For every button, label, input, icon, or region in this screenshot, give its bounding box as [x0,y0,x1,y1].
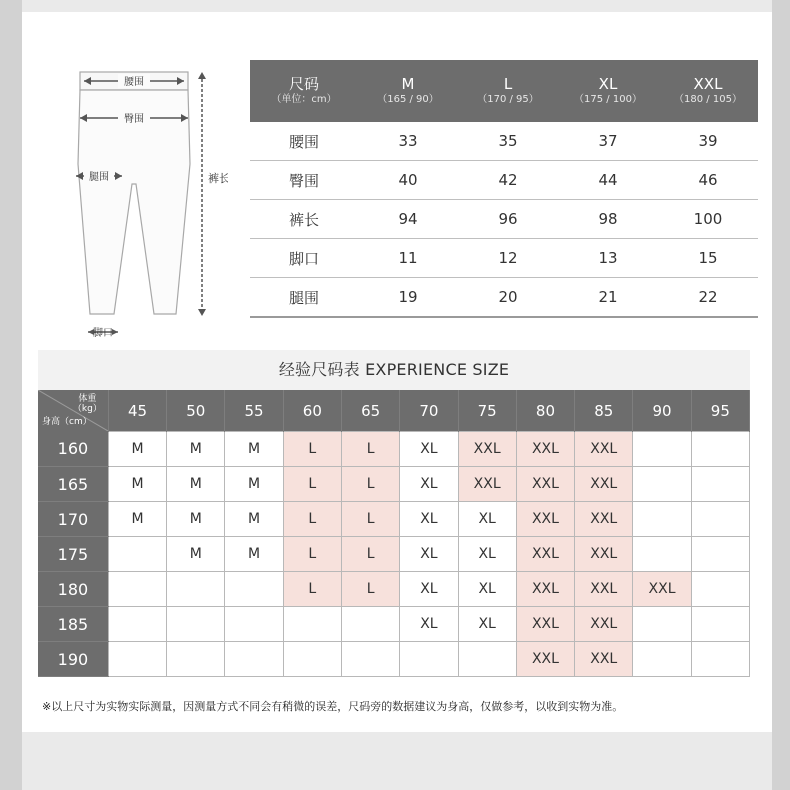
size-recommendation-cell [167,572,225,607]
size-name: L [503,75,513,93]
experience-row [38,502,750,537]
size-recommendation-cell: XL [400,607,458,642]
size-recommendation-cell: XXL [458,467,516,502]
size-recommendation-cell [341,642,399,677]
size-recommendation-cell: M [167,537,225,572]
size-recommendation-cell [283,642,341,677]
size-row-label: 腿围 [250,278,358,318]
size-header-label: 尺码 [288,75,319,93]
size-row-label: 腰围 [250,122,358,161]
size-recommendation-cell: XXL [575,467,633,502]
size-name: XL [598,75,618,93]
size-table-row [250,161,758,200]
size-recommendation-cell: L [341,537,399,572]
weight-header: 85 [575,390,633,432]
size-value-cell: 46 [658,161,758,200]
corner-height-unit: （cm） [60,416,92,427]
size-recommendation-cell: XL [400,467,458,502]
size-recommendation-cell: M [108,502,166,537]
height-row-header: 185 [38,607,108,642]
size-recommendation-cell: L [341,467,399,502]
size-recommendation-cell [691,432,749,467]
measurement-note: ※以上尺寸为实物实际测量，因测量方式不同会有稍微的误差，尺码旁的数据建议为身高，仅做参考，以收到实物为准。 [42,700,624,713]
experience-row [38,432,750,467]
size-value-cell: 13 [558,239,658,278]
experience-table [38,390,750,677]
waist-label: 腰围 [124,77,144,88]
size-header-m [358,60,458,122]
size-recommendation-cell: M [225,502,283,537]
size-recommendation-cell: L [341,432,399,467]
size-recommendation-cell [633,432,691,467]
weight-header: 95 [691,390,749,432]
corner-weight-label: 体重 [78,394,97,404]
size-recommendation-cell: XXL [516,572,574,607]
size-table-row [250,278,758,318]
size-recommendation-cell [167,607,225,642]
size-recommendation-cell [691,467,749,502]
pants-outline-icon [58,64,228,354]
size-recommendation-cell [633,537,691,572]
size-header-label-cell [250,60,358,122]
weight-header: 55 [225,390,283,432]
size-recommendation-cell: XXL [575,642,633,677]
size-recommendation-cell [400,642,458,677]
corner-weight [73,394,102,414]
size-recommendation-cell: XL [400,432,458,467]
size-spec: （175 / 100） [574,94,642,105]
size-spec: （170 / 95） [477,94,539,105]
size-recommendation-cell: XXL [516,537,574,572]
size-recommendation-cell: XXL [575,607,633,642]
size-recommendation-cell [108,607,166,642]
size-header-unit: （单位：cm） [271,94,337,105]
experience-row [38,607,750,642]
corner-height [42,417,92,427]
pants-diagram [58,64,228,358]
size-row-label: 裤长 [250,200,358,239]
size-recommendation-cell [108,642,166,677]
size-recommendation-cell: M [108,432,166,467]
size-spec: （180 / 105） [674,94,742,105]
size-recommendation-cell: XXL [516,432,574,467]
height-row-header: 160 [38,432,108,467]
weight-header: 60 [283,390,341,432]
corner-weight-unit: （kg） [72,404,102,414]
size-recommendation-cell: M [167,432,225,467]
weight-header: 50 [167,390,225,432]
size-recommendation-cell [167,642,225,677]
size-recommendation-cell: XL [400,537,458,572]
hem-label: 脚口 [93,328,113,339]
size-name: M [401,75,415,93]
size-header-l [458,60,558,122]
size-recommendation-cell: XL [458,502,516,537]
size-recommendation-cell [633,607,691,642]
size-value-cell: 94 [358,200,458,239]
size-value-cell: 100 [658,200,758,239]
size-recommendation-cell [691,502,749,537]
size-recommendation-cell: XXL [516,642,574,677]
size-recommendation-cell: L [283,572,341,607]
size-recommendation-cell [225,642,283,677]
size-recommendation-cell: L [283,502,341,537]
size-recommendation-cell: XXL [633,572,691,607]
experience-header-row [38,390,750,432]
size-table-row [250,122,758,161]
size-row-label: 脚口 [250,239,358,278]
size-value-cell: 37 [558,122,658,161]
size-recommendation-cell: L [283,537,341,572]
size-recommendation-cell: XL [458,607,516,642]
size-value-cell: 20 [458,278,558,318]
size-recommendation-cell [225,607,283,642]
size-header-xxl [658,60,758,122]
size-recommendation-cell: L [341,572,399,607]
size-recommendation-cell [691,607,749,642]
size-value-cell: 12 [458,239,558,278]
size-recommendation-cell: M [108,467,166,502]
size-table-row [250,200,758,239]
experience-row [38,467,750,502]
size-value-cell: 39 [658,122,758,161]
size-recommendation-cell [108,537,166,572]
thigh-label: 腿围 [89,172,109,183]
size-value-cell: 15 [658,239,758,278]
size-value-cell: 11 [358,239,458,278]
size-recommendation-cell: L [283,467,341,502]
size-value-cell: 42 [458,161,558,200]
size-recommendation-cell: XXL [575,537,633,572]
size-value-cell: 96 [458,200,558,239]
experience-title: 经验尺码表 EXPERIENCE SIZE [38,350,750,390]
weight-header: 90 [633,390,691,432]
height-row-header: 180 [38,572,108,607]
size-value-cell: 21 [558,278,658,318]
size-recommendation-cell: XL [400,572,458,607]
experience-row [38,537,750,572]
size-table-header [250,60,758,122]
height-row-header: 175 [38,537,108,572]
size-recommendation-cell: XXL [575,572,633,607]
size-recommendation-cell: XXL [575,502,633,537]
experience-size-section [38,350,750,677]
height-row-header: 190 [38,642,108,677]
height-row-header: 170 [38,502,108,537]
size-recommendation-cell: M [225,537,283,572]
size-recommendation-cell: M [225,432,283,467]
size-recommendation-cell [633,502,691,537]
size-recommendation-cell: XXL [575,432,633,467]
size-value-cell: 22 [658,278,758,318]
weight-header: 70 [400,390,458,432]
size-recommendation-cell: M [225,467,283,502]
size-recommendation-cell [691,572,749,607]
size-recommendation-cell: M [167,467,225,502]
size-recommendation-cell [633,642,691,677]
size-value-cell: 19 [358,278,458,318]
size-recommendation-cell: XXL [516,607,574,642]
size-value-cell: 33 [358,122,458,161]
size-value-cell: 44 [558,161,658,200]
size-recommendation-cell [283,607,341,642]
size-recommendation-cell: XL [458,572,516,607]
size-recommendation-cell: M [167,502,225,537]
size-recommendation-cell [633,467,691,502]
corner-height-label: 身高 [42,416,61,427]
left-edge-strip [0,0,22,790]
size-row-label: 臀围 [250,161,358,200]
size-header-xl [558,60,658,122]
weight-header: 75 [458,390,516,432]
size-value-cell: 35 [458,122,558,161]
length-label: 裤长 [208,172,228,185]
size-recommendation-cell [108,572,166,607]
weight-header: 65 [341,390,399,432]
size-recommendation-cell: XXL [516,502,574,537]
size-name: XXL [693,75,723,93]
size-recommendation-cell [691,537,749,572]
height-row-header: 165 [38,467,108,502]
size-recommendation-cell: XL [458,537,516,572]
experience-row [38,642,750,677]
weight-header: 45 [108,390,166,432]
size-table-row [250,239,758,278]
corner-cell [38,390,108,432]
size-recommendation-cell: XXL [516,467,574,502]
size-recommendation-cell: XL [400,502,458,537]
weight-header: 80 [516,390,574,432]
size-table [250,60,758,318]
experience-row [38,572,750,607]
size-recommendation-cell [458,642,516,677]
size-recommendation-cell [341,607,399,642]
hip-label: 臀围 [124,114,144,125]
size-recommendation-cell [691,642,749,677]
size-value-cell: 98 [558,200,658,239]
size-spec: （165 / 90） [377,94,439,105]
size-recommendation-cell [225,572,283,607]
right-edge-strip [772,0,790,790]
size-recommendation-cell: XXL [458,432,516,467]
size-recommendation-cell: L [283,432,341,467]
size-value-cell: 40 [358,161,458,200]
size-recommendation-cell: L [341,502,399,537]
